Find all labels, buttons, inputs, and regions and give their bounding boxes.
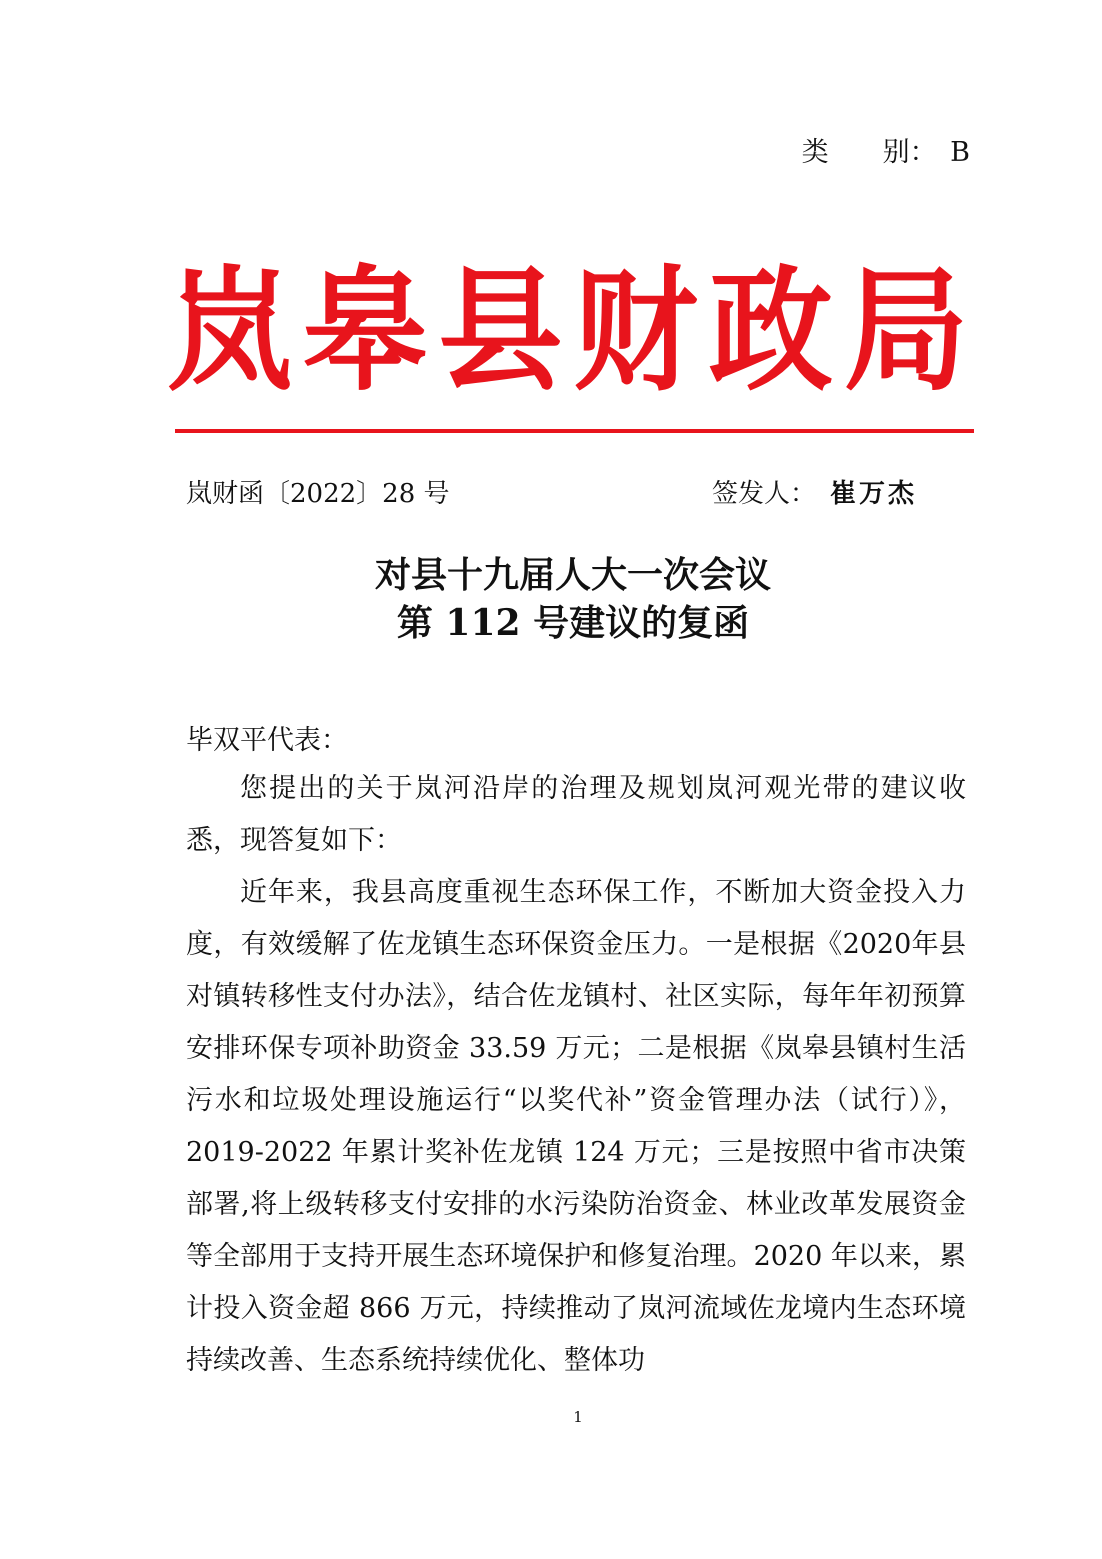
- masthead-char: 政: [708, 254, 833, 410]
- masthead-title: [168, 254, 968, 410]
- masthead-char: 局: [843, 254, 968, 410]
- document-title: [0, 551, 1102, 647]
- body-text: [186, 763, 966, 1387]
- title-line-1: 对县十九届人大一次会议: [374, 554, 771, 596]
- document-number: 岚财函〔2022〕28 号: [186, 479, 450, 509]
- category-label: 类 别： B: [801, 137, 970, 168]
- masthead-char: 财: [573, 254, 698, 410]
- signer-label: 签发人：: [712, 479, 817, 509]
- masthead-char: 岚: [168, 254, 293, 410]
- masthead-divider: [175, 429, 974, 433]
- body-paragraph: 您提出的关于岚河沿岸的治理及规划岚河观光带的建议收悉，现答复如下：: [186, 773, 966, 856]
- signer-name: 崔万杰: [830, 479, 918, 509]
- salutation: 毕双平代表：: [186, 725, 348, 756]
- masthead-char: 县: [438, 254, 563, 410]
- signer: [712, 473, 917, 510]
- page-number: 1: [573, 1408, 583, 1426]
- masthead-char: 皋: [303, 254, 428, 410]
- title-line-2: 第 112 号建议的复函: [396, 602, 750, 644]
- body-paragraph: 近年来，我县高度重视生态环保工作，不断加大资金投入力度，有效缓解了佐龙镇生态环保资金压力。一是根据《2020年县对镇转移性支付办法》，结合佐龙镇村、社区实际，每年年初预算安排环保专项补助资金 33.59 万元；二是根据《岚皋县镇村生活污水和垃圾处理设施运行“以奖代补”资金管理办法（试行）》，2019-2022 年累计奖补佐龙镇 124 万元；三是按照中省市决策部署,将上级转移支付安排的水污染防治资金、林业改革发展资金等全部用于支持开展生态环境保护和修复治理。2020 年以来，累计投入资金超 866 万元，持续推动了岚河流域佐龙境内生态环境持续改善、生态系统持续优化、整体功: [186, 877, 966, 1376]
